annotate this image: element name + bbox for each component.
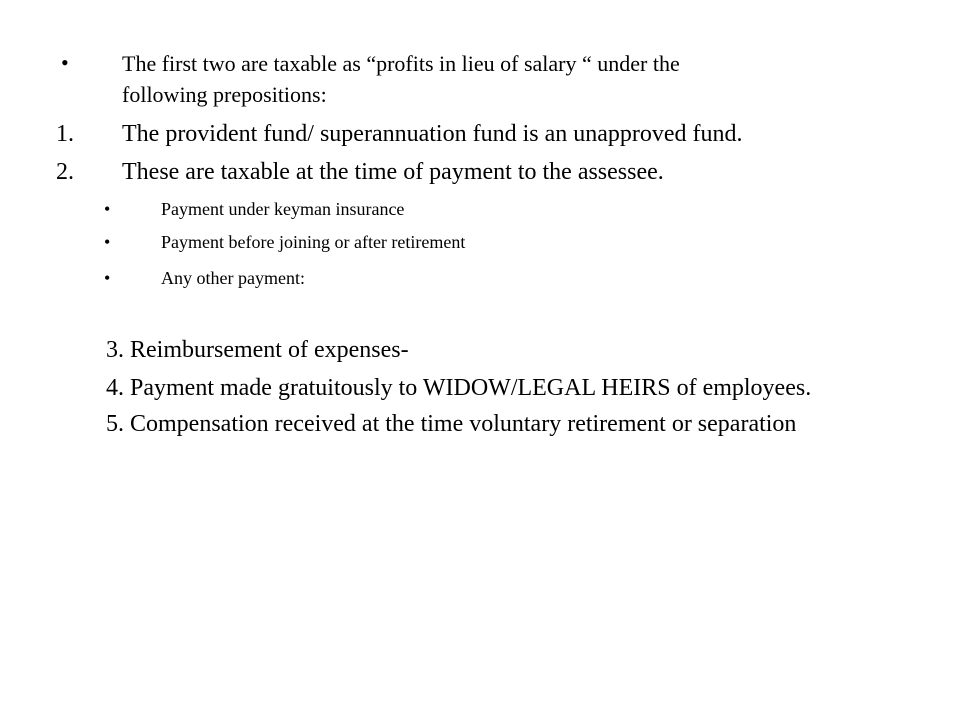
number-marker-1: 1. [56, 121, 74, 147]
list-item-3: 3. Reimbursement of expenses- [106, 337, 409, 363]
numbered-item-1: The provident fund/ superannuation fund is an unapproved fund. [122, 121, 743, 147]
main-bullet-text-line-2: following prepositions: [122, 82, 327, 107]
sub-bullet-marker: • [104, 199, 111, 219]
number-marker-2: 2. [56, 159, 74, 185]
bullet-marker: • [61, 50, 69, 75]
sub-bullet-item: Any other payment: [161, 268, 305, 288]
numbered-item-2: These are taxable at the time of payment to the assessee. [122, 159, 664, 185]
list-item-4: 4. Payment made gratuitously to WIDOW/LEGAL HEIRS of employees. [106, 375, 812, 401]
sub-bullet-marker: • [104, 268, 111, 288]
sub-bullet-item: Payment under keyman insurance [161, 199, 405, 219]
sub-bullet-item: Payment before joining or after retirement [161, 232, 466, 252]
sub-bullet-marker: • [104, 232, 111, 252]
main-bullet-text-line-1: The first two are taxable as “profits in lieu of salary “ under the [122, 51, 680, 76]
list-item-5: 5. Compensation received at the time voluntary retirement or separation [106, 411, 797, 437]
